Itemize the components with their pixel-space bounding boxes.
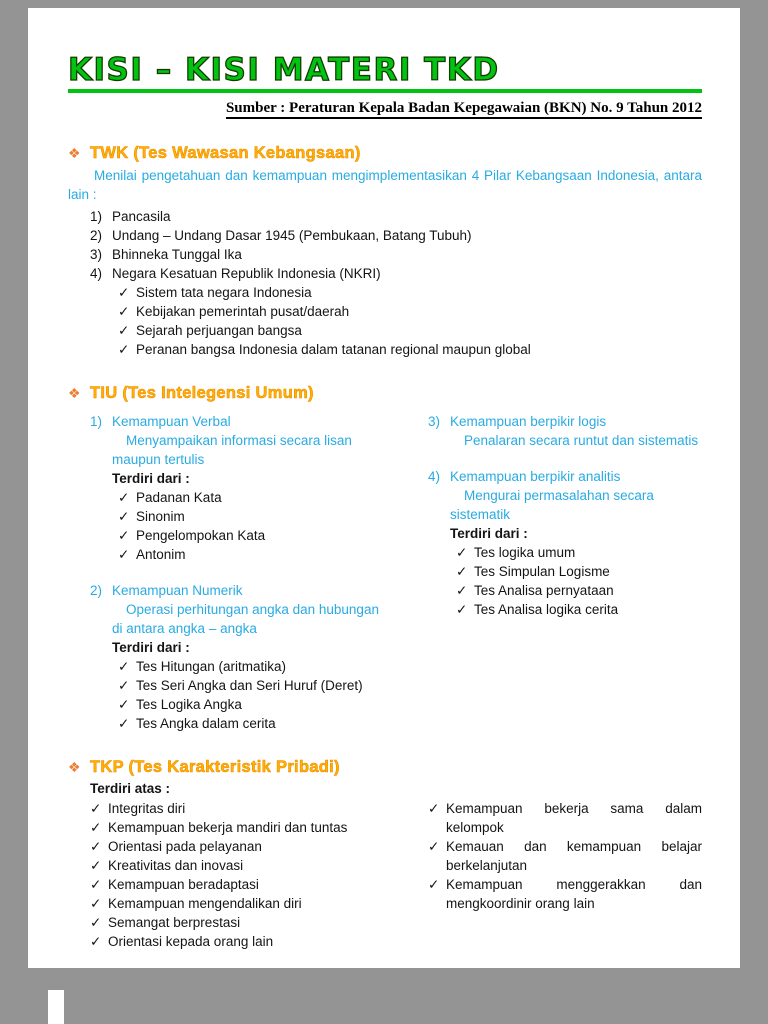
check-icon: ✓ bbox=[456, 582, 468, 598]
numbered-item bbox=[90, 207, 702, 226]
check-icon: ✓ bbox=[90, 857, 102, 873]
item-number: 3) bbox=[90, 246, 103, 262]
twk-intro: Menilai pengetahuan dan kemampuan mengimplementasikan 4 Pilar Kebangsaan Indonesia, antara lain : bbox=[68, 167, 702, 202]
tiu-item-title bbox=[90, 412, 382, 431]
source-line: Sumber : Peraturan Kepala Badan Kepegawaian (BKN) No. 9 Tahun 2012 bbox=[226, 100, 702, 119]
check-icon: ✓ bbox=[90, 914, 102, 930]
check-item bbox=[428, 875, 702, 913]
check-icon: ✓ bbox=[456, 544, 468, 560]
section-title-tiu: TIU (Tes Intelegensi Umum) bbox=[90, 383, 314, 402]
check-item-label: Kemampuan bekerja sama dalam kelompok bbox=[446, 800, 702, 835]
tiu-check-list bbox=[118, 657, 382, 733]
check-item-label: Sinonim bbox=[136, 508, 185, 524]
check-item bbox=[118, 676, 382, 695]
check-item-label: Orientasi kepada orang lain bbox=[108, 933, 274, 949]
check-item bbox=[118, 657, 382, 676]
numbered-item bbox=[90, 226, 702, 245]
check-item bbox=[118, 302, 702, 321]
check-item-label: Tes Analisa logika cerita bbox=[474, 601, 619, 617]
check-item-label: Semangat berprestasi bbox=[108, 914, 241, 930]
check-item-label: Integritas diri bbox=[108, 800, 186, 816]
check-item bbox=[90, 932, 382, 951]
check-item-label: Pengelompokan Kata bbox=[136, 527, 266, 543]
tiu-item-title bbox=[428, 467, 702, 486]
numbered-item bbox=[90, 245, 702, 264]
check-icon: ✓ bbox=[118, 715, 130, 731]
item-number: 1) bbox=[90, 413, 103, 429]
document-page bbox=[28, 8, 740, 968]
check-item bbox=[118, 488, 382, 507]
tkp-column-left bbox=[90, 799, 382, 951]
item-number: 4) bbox=[90, 265, 103, 281]
check-item-label: Kemampuan mengendalikan diri bbox=[108, 895, 302, 911]
check-item bbox=[90, 913, 382, 932]
check-item-label: Kreativitas dan inovasi bbox=[108, 857, 244, 873]
terdiri-label: Terdiri dari : bbox=[112, 470, 190, 486]
check-icon: ✓ bbox=[90, 895, 102, 911]
item-text: Negara Kesatuan Republik Indonesia (NKRI) bbox=[112, 265, 381, 281]
tiu-item-desc: Menyampaikan informasi secara lisan maupun tertulis bbox=[112, 432, 352, 467]
title-underline bbox=[68, 89, 702, 93]
tiu-column-left bbox=[90, 412, 382, 733]
check-icon: ✓ bbox=[90, 933, 102, 949]
check-item bbox=[118, 695, 382, 714]
tiu-item-desc: Mengurai permasalahan secara sistematik bbox=[450, 487, 654, 522]
check-icon: ✓ bbox=[90, 800, 102, 816]
check-icon: ✓ bbox=[118, 508, 130, 524]
check-item-label: Orientasi pada pelayanan bbox=[108, 838, 262, 854]
diamond-bullet-icon: ❖ bbox=[68, 758, 81, 775]
tiu-item-title bbox=[428, 412, 702, 431]
check-item bbox=[90, 837, 382, 856]
section-heading-twk bbox=[68, 144, 702, 163]
item-title-text: Kemampuan berpikir analitis bbox=[450, 468, 621, 484]
check-item-label: Kemampuan menggerakkan dan mengkoordinir orang lain bbox=[446, 876, 702, 911]
section-title-twk: TWK (Tes Wawasan Kebangsaan) bbox=[90, 143, 361, 162]
diamond-bullet-icon: ❖ bbox=[68, 144, 81, 161]
check-item-label: Tes Simpulan Logisme bbox=[474, 563, 610, 579]
check-item bbox=[456, 581, 702, 600]
check-icon: ✓ bbox=[456, 563, 468, 579]
check-item-label: Tes logika umum bbox=[474, 544, 576, 560]
twk-numbered-list bbox=[68, 207, 702, 283]
tiu-columns bbox=[68, 412, 702, 733]
check-icon: ✓ bbox=[118, 546, 130, 562]
check-item bbox=[118, 340, 702, 359]
check-item-label: Tes Seri Angka dan Seri Huruf (Deret) bbox=[136, 677, 363, 693]
check-icon: ✓ bbox=[118, 341, 130, 357]
check-item bbox=[118, 545, 382, 564]
check-item-label: Kemampuan beradaptasi bbox=[108, 876, 259, 892]
check-item bbox=[90, 875, 382, 894]
check-item bbox=[90, 799, 382, 818]
section-heading-tkp bbox=[68, 758, 702, 777]
check-icon: ✓ bbox=[456, 601, 468, 617]
item-text: Bhinneka Tunggal Ika bbox=[112, 246, 242, 262]
check-item-label: Kebijakan pemerintah pusat/daerah bbox=[136, 303, 350, 319]
item-number: 3) bbox=[428, 413, 441, 429]
tiu-item-desc: Penalaran secara runtut dan sistematis bbox=[464, 432, 699, 448]
check-item-label: Kemauan dan kemampuan belajar berkelanjutan bbox=[446, 838, 702, 873]
check-icon: ✓ bbox=[118, 677, 130, 693]
numbered-item bbox=[90, 264, 702, 283]
check-icon: ✓ bbox=[118, 489, 130, 505]
check-icon: ✓ bbox=[428, 800, 440, 816]
item-number: 2) bbox=[90, 227, 103, 243]
tkp-column-right bbox=[428, 799, 702, 951]
tiu-item-3 bbox=[428, 412, 702, 450]
check-icon: ✓ bbox=[118, 322, 130, 338]
check-item-label: Padanan Kata bbox=[136, 489, 222, 505]
terdiri-label: Terdiri dari : bbox=[112, 639, 190, 655]
check-icon: ✓ bbox=[428, 838, 440, 854]
diamond-bullet-icon: ❖ bbox=[68, 384, 81, 401]
check-icon: ✓ bbox=[428, 876, 440, 892]
check-item bbox=[118, 507, 382, 526]
check-item bbox=[428, 799, 702, 837]
tiu-column-right bbox=[428, 412, 702, 733]
check-icon: ✓ bbox=[118, 303, 130, 319]
check-item bbox=[456, 543, 702, 562]
check-item-label: Peranan bangsa Indonesia dalam tatanan regional maupun global bbox=[136, 341, 531, 357]
item-text: Undang – Undang Dasar 1945 (Pembukaan, Batang Tubuh) bbox=[112, 227, 472, 243]
check-item-label: Tes Analisa pernyataan bbox=[474, 582, 614, 598]
check-icon: ✓ bbox=[90, 838, 102, 854]
item-number: 2) bbox=[90, 582, 103, 598]
item-number: 4) bbox=[428, 468, 441, 484]
check-item bbox=[118, 321, 702, 340]
check-item bbox=[428, 837, 702, 875]
check-icon: ✓ bbox=[90, 876, 102, 892]
check-item-label: Kemampuan bekerja mandiri dan tuntas bbox=[108, 819, 348, 835]
page-title: KISI – KISI MATERI TKD bbox=[68, 52, 500, 88]
item-title-text: Kemampuan Numerik bbox=[112, 582, 243, 598]
check-item bbox=[456, 562, 702, 581]
check-item-label: Tes Hitungan (aritmatika) bbox=[136, 658, 287, 674]
check-item bbox=[118, 714, 382, 733]
check-item-label: Tes Logika Angka bbox=[136, 696, 242, 712]
check-icon: ✓ bbox=[118, 658, 130, 674]
tiu-item-title bbox=[90, 581, 382, 600]
check-item bbox=[90, 856, 382, 875]
tkp-columns bbox=[68, 799, 702, 951]
check-icon: ✓ bbox=[118, 527, 130, 543]
check-item bbox=[456, 600, 702, 619]
terdiri-label: Terdiri dari : bbox=[450, 525, 528, 541]
item-title-text: Kemampuan berpikir logis bbox=[450, 413, 607, 429]
item-number: 1) bbox=[90, 208, 103, 224]
item-text: Pancasila bbox=[112, 208, 171, 224]
check-item-label: Sistem tata negara Indonesia bbox=[136, 284, 312, 300]
next-page-peek bbox=[48, 990, 64, 1024]
check-item bbox=[118, 283, 702, 302]
section-heading-tiu bbox=[68, 384, 702, 403]
tiu-check-list bbox=[456, 543, 702, 619]
tiu-item-2 bbox=[90, 581, 382, 733]
check-item bbox=[90, 818, 382, 837]
tiu-check-list bbox=[118, 488, 382, 564]
terdiri-atas-label: Terdiri atas : bbox=[90, 780, 171, 796]
tiu-item-desc: Operasi perhitungan angka dan hubungan di antara angka – angka bbox=[112, 601, 379, 636]
tiu-item-4 bbox=[428, 467, 702, 619]
item-title-text: Kemampuan Verbal bbox=[112, 413, 231, 429]
twk-check-list bbox=[118, 283, 702, 359]
check-item bbox=[90, 894, 382, 913]
check-item-label: Sejarah perjuangan bangsa bbox=[136, 322, 302, 338]
check-icon: ✓ bbox=[90, 819, 102, 835]
check-icon: ✓ bbox=[118, 284, 130, 300]
tiu-item-1 bbox=[90, 412, 382, 564]
check-icon: ✓ bbox=[118, 696, 130, 712]
source-row bbox=[68, 100, 702, 119]
check-item-label: Antonim bbox=[136, 546, 186, 562]
check-item bbox=[118, 526, 382, 545]
check-item-label: Tes Angka dalam cerita bbox=[136, 715, 276, 731]
section-title-tkp: TKP (Tes Karakteristik Pribadi) bbox=[90, 757, 340, 776]
